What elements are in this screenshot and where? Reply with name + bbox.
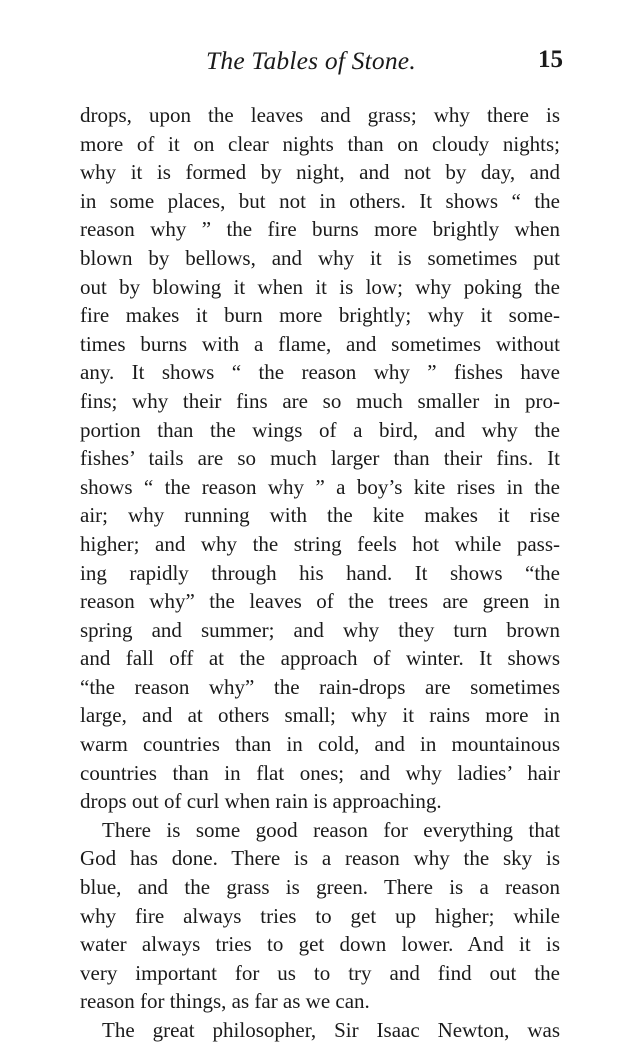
text-line: higher; and why the string feels hot while pass- (80, 531, 560, 556)
text-line: times burns with a flame, and sometimes without (80, 331, 560, 356)
text-line: fire makes it burn more brightly; why it some- (80, 303, 560, 328)
text-line: spring and summer; and why they turn brown (80, 617, 560, 642)
text-line: very important for us to try and find out the (80, 960, 560, 985)
page-number: 15 (538, 46, 563, 73)
text-line: why fire always tries to get up higher; while (80, 903, 560, 928)
text-line: shows “ the reason why ” a boy’s kite rises in the (80, 474, 560, 499)
paragraph-end-line: drops out of curl when rain is approaching. (80, 789, 442, 814)
text-line: “the reason why” the rain-drops are sometimes (80, 674, 560, 699)
text-line: blue, and the grass is green. There is a reason (80, 875, 560, 900)
text-line: and fall off at the approach of winter. It shows (80, 646, 560, 671)
text-line: large, and at others small; why it rains more in (80, 703, 560, 728)
text-line: air; why running with the kite makes it rise (80, 503, 560, 528)
text-line: fishes’ tails are so much larger than their fins. It (80, 446, 560, 471)
running-title: The Tables of Stone. (206, 46, 416, 75)
paragraph-first-line: The great philosopher, Sir Isaac Newton, was (102, 1018, 560, 1042)
text-line: drops, upon the leaves and grass; why there is (80, 103, 560, 127)
text-line: ing rapidly through his hand. It shows “the (80, 560, 560, 585)
text-line: water always tries to get down lower. And it is (80, 932, 560, 957)
text-line: reason why” the leaves of the trees are green in (80, 589, 560, 614)
text-line: fins; why their fins are so much smaller in pro- (80, 388, 560, 413)
text-line: more of it on clear nights than on cloudy nights; (80, 131, 560, 156)
text-line: countries than in flat ones; and why ladies’ hair (80, 760, 560, 785)
paragraph-first-line: There is some good reason for everything that (102, 817, 560, 842)
text-line: reason why ” the fire burns more brightly when (80, 217, 560, 242)
running-head (80, 46, 566, 82)
text-line: out by blowing it when it is low; why poking the (80, 274, 560, 299)
text-line: why it is formed by night, and not by day, and (80, 160, 560, 185)
text-line: any. It shows “ the reason why ” fishes have (80, 360, 560, 385)
text-line: blown by bellows, and why it is sometimes put (80, 245, 560, 270)
paragraph-end-line: reason for things, as far as we can. (80, 989, 370, 1014)
text-line: God has done. There is a reason why the sky is (80, 846, 560, 871)
text-line: warm countries than in cold, and in mountainous (80, 732, 560, 757)
text-line: portion than the wings of a bird, and why the (80, 417, 560, 442)
body-text (80, 101, 560, 1045)
text-line: in some places, but not in others. It shows “ the (80, 188, 560, 213)
